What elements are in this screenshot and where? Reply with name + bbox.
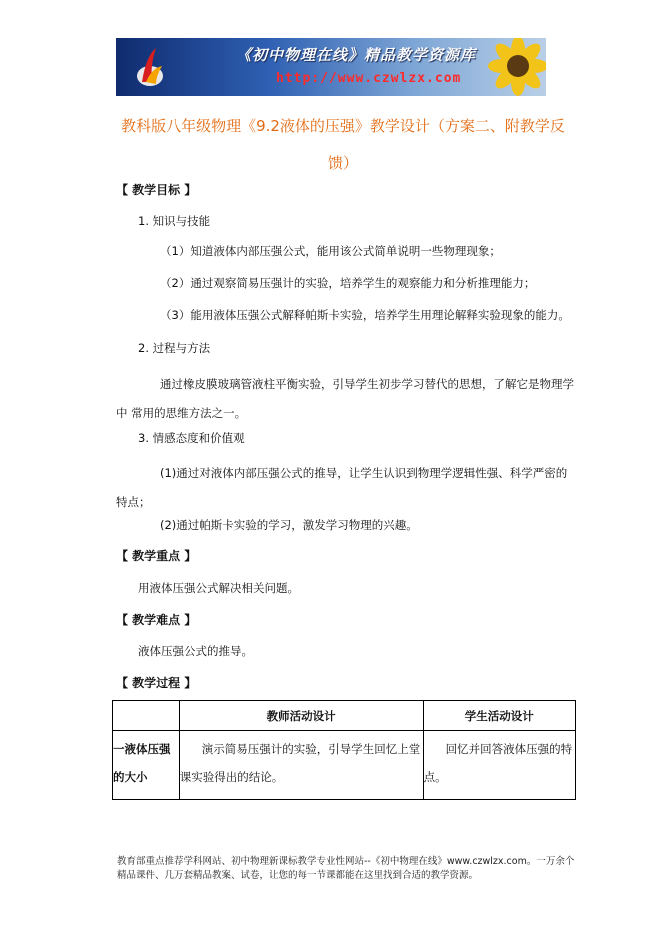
header-banner: [116, 38, 546, 96]
goal-item-2: 2. 过程与方法: [138, 341, 211, 355]
goal-item-2-text: 通过橡皮膜玻璃管液柱平衡实验，引导学生初步学习替代的思想，了解它是物理学中 常用的思维方法之一。: [116, 377, 574, 420]
key-heading: 【 教学重点 】: [116, 549, 197, 563]
table-header-teacher: 教师活动设计: [179, 701, 423, 731]
table-cell-student: 回忆并回答液体压强的特点。: [423, 731, 575, 800]
table-row: [113, 731, 576, 800]
process-heading: 【 教学过程 】: [116, 676, 197, 690]
difficulty-heading: 【 教学难点 】: [116, 613, 197, 627]
table-header-student: 学生活动设计: [423, 701, 575, 731]
goal-item-3: 3. 情感态度和价值观: [138, 431, 245, 445]
goals-heading: 【 教学目标 】: [116, 183, 197, 197]
goal-item-1-3: （3）能用液体压强公式解释帕斯卡实验，培养学生用理论解释实验现象的能力。: [160, 308, 570, 322]
banner-title: 《初中物理在线》精品教学资源库: [236, 46, 477, 64]
table-header-row: [113, 701, 576, 731]
table-cell-stage: 一液体压强的大小: [113, 731, 180, 800]
goal-item-3-1: (1)通过对液体内部压强公式的推导，让学生认识到物理学逻辑性强、科学严密的特点；: [116, 466, 568, 509]
table-cell-teacher: 演示简易压强计的实验，引导学生回忆上堂课实验得出的结论。: [179, 731, 423, 800]
sunflower-icon: [466, 38, 546, 96]
table-header-stage: [113, 701, 180, 731]
banner-url[interactable]: http://www.czwlzx.com: [276, 71, 462, 86]
page-footer: 教育部重点推荐学科网站、初中物理新课标教学专业性网站--《初中物理在线》www.czwlzx.com。一万余个精品课件、几万套精品教案、试卷，让您的每一节课都能在这里找到合适的教学资源。: [117, 856, 575, 881]
process-table: [112, 700, 576, 800]
difficulty-text: 液体压强公式的推导。: [138, 644, 253, 658]
goal-item-3-2: (2)通过帕斯卡实验的学习，激发学习物理的兴趣。: [160, 518, 418, 532]
goal-item-1: 1. 知识与技能: [138, 214, 211, 228]
key-text: 用液体压强公式解决相关问题。: [138, 581, 299, 595]
logo-icon: [136, 46, 164, 88]
goal-item-1-2: （2）通过观察简易压强计的实验，培养学生的观察能力和分析推理能力；: [160, 276, 536, 290]
document-title: 教科版八年级物理《9.2液体的压强》教学设计（方案二、附教学反馈）: [121, 117, 565, 172]
goal-item-1-1: （1）知道液体内部压强公式，能用该公式简单说明一些物理现象；: [160, 244, 501, 258]
